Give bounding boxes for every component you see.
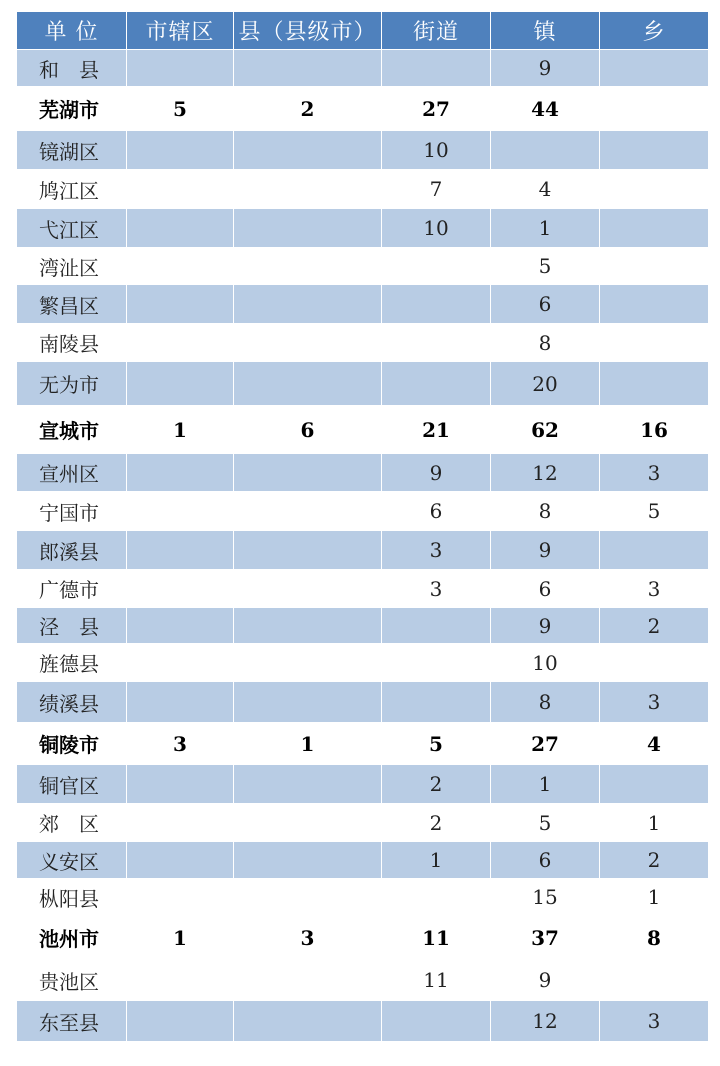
county-cell: [234, 1001, 382, 1042]
subdistrict-cell: 3: [382, 570, 491, 608]
table-row: [17, 170, 709, 209]
township-cell: [600, 960, 709, 1001]
district-cell: 5: [127, 87, 234, 131]
district-cell: 1: [127, 406, 234, 454]
township-cell: 1: [600, 804, 709, 842]
district-cell: [127, 50, 234, 87]
district-cell: [127, 170, 234, 209]
unit-name-cell: 鸠江区: [17, 170, 127, 209]
unit-name-cell: 宣州区: [17, 454, 127, 492]
subdistrict-cell: [382, 644, 491, 682]
township-cell: [600, 209, 709, 248]
county-cell: [234, 209, 382, 248]
subdistrict-cell: 10: [382, 209, 491, 248]
district-cell: [127, 644, 234, 682]
table-row: [17, 131, 709, 170]
town-cell: 8: [491, 324, 600, 362]
district-cell: [127, 682, 234, 723]
city-row: [17, 916, 709, 960]
district-cell: [127, 1001, 234, 1042]
county-cell: [234, 324, 382, 362]
district-cell: [127, 285, 234, 324]
subdistrict-cell: 27: [382, 87, 491, 131]
unit-name-cell: 铜官区: [17, 765, 127, 804]
table-row: [17, 608, 709, 644]
subdistrict-cell: 11: [382, 960, 491, 1001]
district-cell: [127, 531, 234, 570]
county-cell: [234, 50, 382, 87]
table-row: [17, 492, 709, 531]
town-cell: 9: [491, 960, 600, 1001]
county-cell: [234, 492, 382, 531]
town-cell: 1: [491, 765, 600, 804]
table-row: [17, 570, 709, 608]
district-cell: [127, 131, 234, 170]
town-cell: 4: [491, 170, 600, 209]
district-cell: [127, 209, 234, 248]
township-cell: 3: [600, 570, 709, 608]
county-cell: [234, 879, 382, 916]
subdistrict-cell: 2: [382, 765, 491, 804]
subdistrict-cell: [382, 324, 491, 362]
subdistrict-cell: 10: [382, 131, 491, 170]
header-unit: 单 位: [17, 12, 127, 50]
township-cell: 3: [600, 1001, 709, 1042]
unit-name-cell: 镜湖区: [17, 131, 127, 170]
header-township: 乡: [600, 12, 709, 50]
unit-name-cell: 旌德县: [17, 644, 127, 682]
district-cell: [127, 454, 234, 492]
unit-name-cell: 和 县: [17, 50, 127, 87]
subdistrict-cell: 11: [382, 916, 491, 960]
county-cell: [234, 842, 382, 879]
county-cell: [234, 608, 382, 644]
unit-name-cell: 无为市: [17, 362, 127, 406]
table-row: [17, 682, 709, 723]
county-cell: [234, 570, 382, 608]
header-subdistrict: 街道: [382, 12, 491, 50]
subdistrict-cell: [382, 608, 491, 644]
unit-name-cell: 郊 区: [17, 804, 127, 842]
county-cell: [234, 765, 382, 804]
township-cell: 1: [600, 879, 709, 916]
district-cell: [127, 248, 234, 285]
subdistrict-cell: [382, 285, 491, 324]
county-cell: [234, 454, 382, 492]
town-cell: [491, 131, 600, 170]
header-row: [17, 12, 709, 50]
county-cell: [234, 644, 382, 682]
unit-name-cell: 铜陵市: [17, 723, 127, 765]
unit-name-cell: 绩溪县: [17, 682, 127, 723]
unit-name-cell: 湾沚区: [17, 248, 127, 285]
county-cell: [234, 131, 382, 170]
township-cell: [600, 362, 709, 406]
town-cell: 8: [491, 682, 600, 723]
table-row: [17, 454, 709, 492]
county-cell: [234, 362, 382, 406]
county-cell: [234, 682, 382, 723]
table-row: [17, 248, 709, 285]
subdistrict-cell: [382, 682, 491, 723]
county-cell: 6: [234, 406, 382, 454]
subdistrict-cell: 7: [382, 170, 491, 209]
town-cell: 6: [491, 570, 600, 608]
township-cell: 4: [600, 723, 709, 765]
town-cell: 12: [491, 1001, 600, 1042]
county-cell: 2: [234, 87, 382, 131]
district-cell: [127, 570, 234, 608]
township-cell: [600, 644, 709, 682]
unit-name-cell: 泾 县: [17, 608, 127, 644]
unit-name-cell: 贵池区: [17, 960, 127, 1001]
county-cell: 3: [234, 916, 382, 960]
table-row: [17, 285, 709, 324]
district-cell: 3: [127, 723, 234, 765]
county-cell: [234, 285, 382, 324]
unit-name-cell: 义安区: [17, 842, 127, 879]
unit-name-cell: 广德市: [17, 570, 127, 608]
city-row: [17, 87, 709, 131]
county-cell: 1: [234, 723, 382, 765]
district-cell: [127, 879, 234, 916]
table-row: [17, 531, 709, 570]
town-cell: 9: [491, 531, 600, 570]
table-row: [17, 644, 709, 682]
subdistrict-cell: 5: [382, 723, 491, 765]
unit-name-cell: 宁国市: [17, 492, 127, 531]
subdistrict-cell: [382, 879, 491, 916]
township-cell: [600, 531, 709, 570]
subdistrict-cell: 1: [382, 842, 491, 879]
unit-name-cell: 繁昌区: [17, 285, 127, 324]
district-cell: [127, 842, 234, 879]
district-cell: [127, 765, 234, 804]
table-row: [17, 765, 709, 804]
county-cell: [234, 804, 382, 842]
township-cell: 16: [600, 406, 709, 454]
subdistrict-cell: 9: [382, 454, 491, 492]
town-cell: 27: [491, 723, 600, 765]
unit-name-cell: 池州市: [17, 916, 127, 960]
subdistrict-cell: [382, 1001, 491, 1042]
town-cell: 12: [491, 454, 600, 492]
town-cell: 44: [491, 87, 600, 131]
township-cell: 8: [600, 916, 709, 960]
subdistrict-cell: 2: [382, 804, 491, 842]
unit-name-cell: 东至县: [17, 1001, 127, 1042]
township-cell: [600, 170, 709, 209]
town-cell: 6: [491, 842, 600, 879]
district-cell: [127, 362, 234, 406]
township-cell: [600, 324, 709, 362]
subdistrict-cell: 6: [382, 492, 491, 531]
subdistrict-cell: [382, 362, 491, 406]
header-district: 市辖区: [127, 12, 234, 50]
table-row: [17, 362, 709, 406]
district-cell: 1: [127, 916, 234, 960]
unit-name-cell: 枞阳县: [17, 879, 127, 916]
township-cell: [600, 285, 709, 324]
town-cell: 62: [491, 406, 600, 454]
header-county: 县（县级市）: [234, 12, 382, 50]
table-body: [17, 50, 709, 1042]
county-cell: [234, 531, 382, 570]
unit-name-cell: 郎溪县: [17, 531, 127, 570]
table-row: [17, 960, 709, 1001]
header-town: 镇: [491, 12, 600, 50]
county-cell: [234, 960, 382, 1001]
table-row: [17, 209, 709, 248]
district-cell: [127, 324, 234, 362]
district-cell: [127, 804, 234, 842]
subdistrict-cell: [382, 50, 491, 87]
table-row: [17, 50, 709, 87]
unit-name-cell: 芜湖市: [17, 87, 127, 131]
township-cell: 2: [600, 608, 709, 644]
town-cell: 37: [491, 916, 600, 960]
subdistrict-cell: 21: [382, 406, 491, 454]
county-cell: [234, 248, 382, 285]
town-cell: 10: [491, 644, 600, 682]
county-cell: [234, 170, 382, 209]
district-cell: [127, 492, 234, 531]
town-cell: 5: [491, 804, 600, 842]
township-cell: 2: [600, 842, 709, 879]
unit-name-cell: 弋江区: [17, 209, 127, 248]
township-cell: 3: [600, 454, 709, 492]
township-cell: 3: [600, 682, 709, 723]
township-cell: [600, 131, 709, 170]
table-row: [17, 804, 709, 842]
town-cell: 6: [491, 285, 600, 324]
unit-name-cell: 宣城市: [17, 406, 127, 454]
city-row: [17, 723, 709, 765]
town-cell: 8: [491, 492, 600, 531]
township-cell: [600, 765, 709, 804]
township-cell: [600, 248, 709, 285]
unit-name-cell: 南陵县: [17, 324, 127, 362]
table-row: [17, 324, 709, 362]
table-row: [17, 879, 709, 916]
township-cell: [600, 50, 709, 87]
district-cell: [127, 960, 234, 1001]
town-cell: 20: [491, 362, 600, 406]
subdistrict-cell: [382, 248, 491, 285]
subdistrict-cell: 3: [382, 531, 491, 570]
township-cell: [600, 87, 709, 131]
admin-division-table: [16, 11, 709, 1042]
table-row: [17, 842, 709, 879]
town-cell: 5: [491, 248, 600, 285]
town-cell: 1: [491, 209, 600, 248]
township-cell: 5: [600, 492, 709, 531]
town-cell: 9: [491, 608, 600, 644]
town-cell: 15: [491, 879, 600, 916]
district-cell: [127, 608, 234, 644]
town-cell: 9: [491, 50, 600, 87]
table-row: [17, 1001, 709, 1042]
city-row: [17, 406, 709, 454]
